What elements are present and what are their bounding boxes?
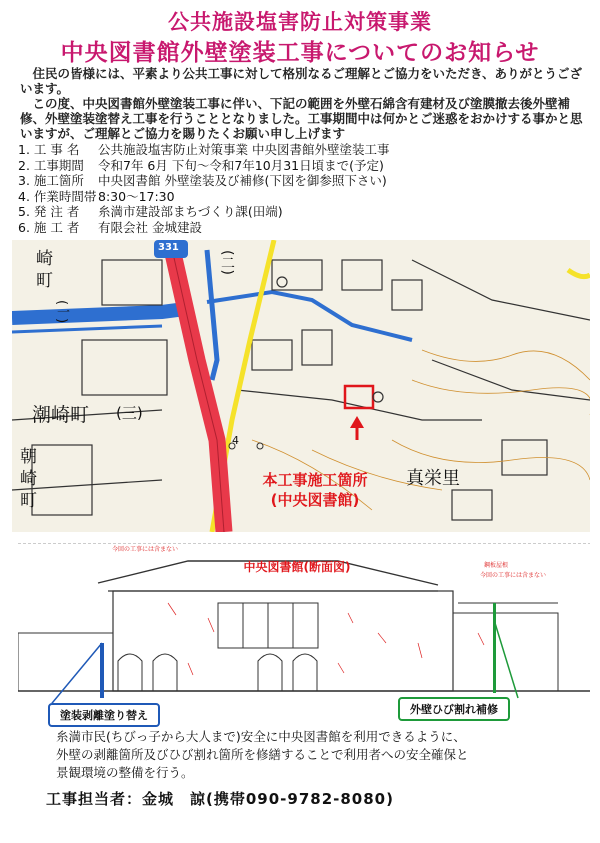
location-map [12, 240, 590, 532]
elevation-note-left: 今回の工事には含まない [112, 546, 179, 553]
detail-list [18, 142, 389, 236]
elevation-note-roof: 鋼板屋根 [484, 562, 509, 569]
detail-label: 1. 工 事 名 [18, 142, 80, 157]
title-line-2: 中央図書館外壁塗装工事についてのお知らせ [60, 40, 540, 66]
detail-value: 8:30～17:30 [98, 188, 175, 204]
place-label: (二) [219, 250, 235, 275]
crack-repair-tag: 外壁ひび割れ補修 [398, 697, 510, 721]
callout-line-2: (中央図書館) [270, 491, 360, 509]
detail-label: 4. 作業時間帯 [18, 188, 97, 204]
intro-paragraph-1: 住民の皆様には、平素より公共工事に対して格別なるご理解とご協力をいただき、ありがとうございます。 [20, 66, 583, 96]
title-line-1: 公共施設塩害防止対策事業 [168, 10, 432, 34]
description [56, 728, 576, 782]
description-line: 糸満市民(ちびっ子から大人まで)安全に中央図書館を利用できるように、 [56, 729, 466, 744]
paint-peeling-tag: 塗装剥離塗り替え [48, 703, 160, 727]
place-label: 朝 [20, 447, 37, 467]
place-label: (一) [54, 300, 69, 324]
detail-value: 公共施設塩害防止対策事業 中央図書館外壁塗装工事 [98, 142, 390, 157]
elevation-note-right: 今回の工事には含まない [480, 572, 547, 579]
place-label: 崎 [36, 249, 53, 269]
intro-text [20, 66, 586, 141]
detail-row [18, 220, 389, 236]
intro-paragraph-2: この度、中央図書館外壁塗装工事に伴い、下記の範囲を外壁石綿含有建材及び塗膜撤去後外壁補修、外壁塗装塗替え工事を行うこととなりました。工事期間中は何かとご迷惑をおかけする事かと思いますが、ご理解とご協力を賜りたくお願い申し上げます [20, 96, 583, 141]
detail-label: 5. 発 注 者 [18, 204, 80, 220]
route-badge-label: 331 [158, 242, 179, 253]
detail-label: 3. 施工箇所 [18, 173, 84, 189]
site-callout [240, 470, 390, 510]
place-label: (三) [116, 404, 143, 422]
contact-info: 工事担当者：金城 諒(携帯090-9782-8080) [46, 790, 394, 808]
detail-row [18, 173, 389, 189]
detail-row [18, 158, 389, 174]
place-label: 町 [20, 491, 37, 511]
place-label: 町 [36, 271, 53, 291]
detail-label: 2. 工事期間 [18, 157, 84, 173]
place-label: 4 [232, 434, 239, 447]
callout-line-1: 本工事施工箇所 [262, 471, 368, 489]
description-line: 景観環境の整備を行う。 [56, 765, 194, 780]
detail-value: 令和7年 6月 下旬～令和7年10月31日頃まで(予定) [98, 157, 384, 173]
description-line: 外壁の剥離箇所及びひび割れ箇所を修繕することで利用者への安全確保と [56, 747, 469, 762]
detail-value: 中央図書館 外壁塗装及び補修(下図を御参照下さい) [98, 173, 387, 189]
detail-row [18, 142, 389, 158]
detail-label: 6. 施 工 者 [18, 219, 80, 235]
detail-row [18, 189, 389, 205]
detail-value: 有限会社 金城建設 [98, 219, 202, 235]
section-title: 中央図書館(断面図) [243, 560, 351, 574]
place-label: 崎 [20, 469, 37, 489]
place-label: 潮崎町 [32, 404, 90, 426]
place-label: 真栄里 [406, 468, 460, 489]
detail-row [18, 204, 389, 220]
detail-value: 糸満市建設部まちづくり課(田端) [98, 204, 283, 220]
